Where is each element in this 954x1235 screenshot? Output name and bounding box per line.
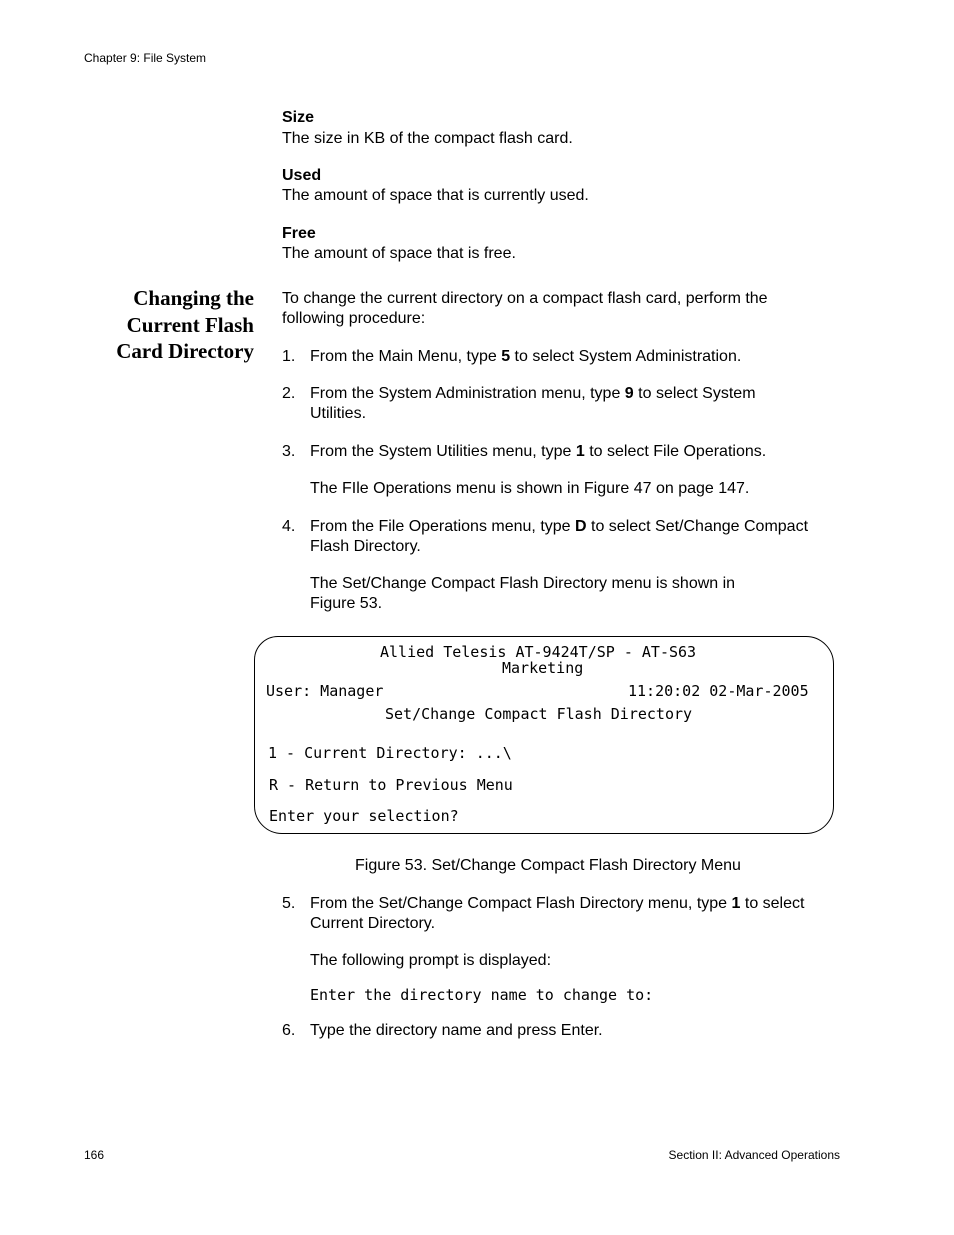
step-number: 1. bbox=[282, 348, 296, 365]
step-text-part: to select System bbox=[633, 385, 756, 402]
step-note-line: Figure 53. bbox=[310, 595, 383, 612]
terminal-option-return: R - Return to Previous Menu bbox=[269, 776, 513, 794]
definition-term-free: Free bbox=[282, 225, 316, 242]
step-text bbox=[310, 347, 741, 367]
step-number: 5. bbox=[282, 895, 296, 912]
step-number: 2. bbox=[282, 385, 296, 402]
step-text-part: Flash Directory. bbox=[310, 538, 421, 555]
running-header: Chapter 9: File System bbox=[84, 51, 207, 65]
step-key: 9 bbox=[624, 385, 634, 402]
page-number: 166 bbox=[84, 1148, 105, 1162]
section-heading-line: Changing the bbox=[133, 286, 254, 310]
step-text: Type the directory name and press Enter. bbox=[310, 1022, 603, 1039]
step-key: 5 bbox=[501, 348, 511, 365]
section-heading bbox=[54, 285, 254, 365]
step-number: 4. bbox=[282, 518, 296, 535]
terminal-title: Allied Telesis AT-9424T/SP - AT-S63 bbox=[380, 643, 697, 661]
intro-line: following procedure: bbox=[282, 310, 426, 327]
step-text bbox=[310, 894, 804, 934]
step-key: D bbox=[575, 518, 587, 535]
step-text-part: Utilities. bbox=[310, 405, 367, 422]
terminal-menu-title: Set/Change Compact Flash Directory bbox=[385, 705, 693, 723]
definition-desc-used: The amount of space that is currently used. bbox=[282, 187, 589, 204]
definition-desc-free: The amount of space that is free. bbox=[282, 245, 516, 262]
running-footer: Section II: Advanced Operations bbox=[668, 1148, 840, 1162]
step-number: 6. bbox=[282, 1022, 296, 1039]
step-note-line: The Set/Change Compact Flash Directory menu is shown in bbox=[310, 575, 736, 592]
step-text-part: to select System Administration. bbox=[510, 348, 742, 365]
step-text-part: to select Set/Change Compact bbox=[586, 518, 809, 535]
directory-prompt: Enter the directory name to change to: bbox=[310, 986, 654, 1004]
step-text bbox=[310, 384, 756, 424]
definition-desc-size: The size in KB of the compact flash card. bbox=[282, 130, 573, 147]
step-text-part: From the System Administration menu, type bbox=[310, 385, 625, 402]
step-number: 3. bbox=[282, 443, 296, 460]
terminal-user: User: Manager bbox=[266, 682, 384, 700]
terminal-option-current-directory: 1 - Current Directory: ...\ bbox=[268, 744, 512, 762]
step-key: 1 bbox=[731, 895, 741, 912]
terminal-datetime: 11:20:02 02-Mar-2005 bbox=[628, 682, 809, 700]
step-text bbox=[310, 442, 766, 462]
intro-line: To change the current directory on a compact flash card, perform the bbox=[282, 290, 768, 307]
step-note: The FIle Operations menu is shown in Figure 47 on page 147. bbox=[310, 480, 750, 497]
step-text-part: From the File Operations menu, type bbox=[310, 518, 575, 535]
step-text-part: From the System Utilities menu, type bbox=[310, 443, 576, 460]
section-heading-line: Current Flash bbox=[126, 312, 254, 337]
terminal-prompt: Enter your selection? bbox=[269, 807, 459, 825]
step-key: 1 bbox=[575, 443, 585, 460]
step-text-part: From the Set/Change Compact Flash Directory menu, type bbox=[310, 895, 732, 912]
section-heading-line: Card Directory bbox=[116, 339, 254, 363]
step-text bbox=[310, 517, 808, 557]
definition-term-used: Used bbox=[282, 167, 322, 184]
step-text-part: to select File Operations. bbox=[584, 443, 767, 460]
terminal-subtitle: Marketing bbox=[502, 659, 584, 677]
step-text-part: Current Directory. bbox=[310, 915, 436, 932]
step-note: The following prompt is displayed: bbox=[310, 952, 552, 969]
definition-term-size: Size bbox=[282, 109, 315, 126]
step-text-part: From the Main Menu, type bbox=[310, 348, 502, 365]
step-text-part: to select bbox=[740, 895, 805, 912]
step-note bbox=[310, 574, 735, 614]
figure-caption: Figure 53. Set/Change Compact Flash Directory Menu bbox=[355, 857, 741, 874]
intro-paragraph bbox=[282, 289, 768, 329]
